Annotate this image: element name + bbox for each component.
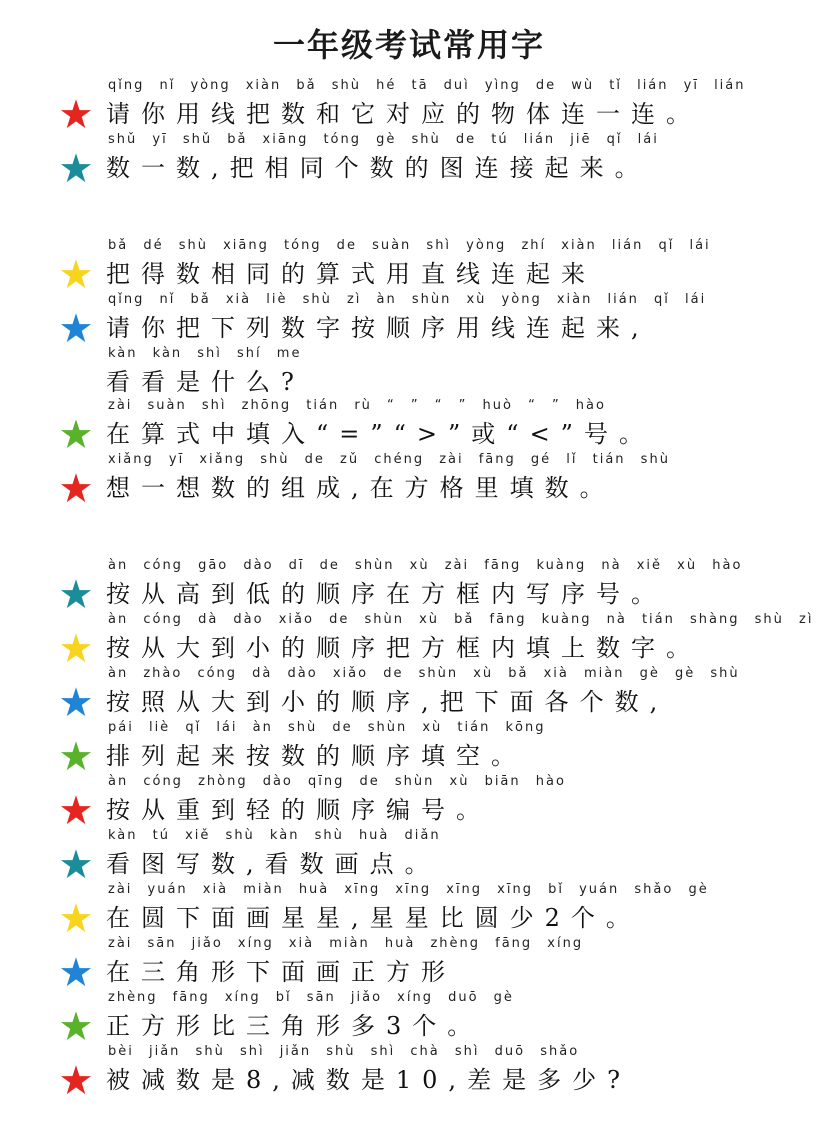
pinyin-line: bǎ dé shù xiāng tóng de suàn shì yòng zhí xiàn lián qǐ lái bbox=[108, 238, 711, 253]
pinyin-line: kàn tú xiě shù kàn shù huà diǎn bbox=[108, 828, 441, 843]
hanzi-line: 请你把下列数字按顺序用线连起来, bbox=[106, 314, 650, 342]
list-item bbox=[0, 554, 818, 608]
star-icon bbox=[60, 1010, 92, 1042]
hanzi-line: 看图写数,看数画点。 bbox=[106, 850, 440, 878]
star-icon bbox=[60, 632, 92, 664]
list-item bbox=[0, 986, 818, 1040]
list-item bbox=[0, 288, 818, 342]
hanzi-line: 被减数是8,减数是10,差是多少? bbox=[106, 1066, 631, 1094]
list-item bbox=[0, 824, 818, 878]
star-icon bbox=[60, 98, 92, 130]
list-item bbox=[0, 1040, 818, 1094]
pinyin-line: pái liè qǐ lái àn shù de shùn xù tián kōng bbox=[108, 720, 546, 735]
hanzi-line: 正方形比三角形多3个。 bbox=[106, 1012, 483, 1040]
pinyin-line: kàn kàn shì shí me bbox=[108, 346, 302, 361]
star-icon bbox=[60, 418, 92, 450]
list-item bbox=[0, 74, 818, 128]
hanzi-line: 按从大到小的顺序把方框内填上数字。 bbox=[106, 634, 701, 662]
list-item bbox=[0, 608, 818, 662]
hanzi-line: 按从重到轻的顺序编号。 bbox=[106, 796, 491, 824]
star-icon bbox=[60, 258, 92, 290]
pinyin-line: shǔ yī shǔ bǎ xiāng tóng gè shù de tú lián jiē qǐ lái bbox=[108, 132, 659, 147]
hanzi-line: 按照从大到小的顺序,把下面各个数, bbox=[106, 688, 669, 716]
hanzi-line: 在三角形下面画正方形 bbox=[106, 958, 456, 986]
star-icon bbox=[60, 848, 92, 880]
list-item bbox=[0, 234, 818, 288]
hanzi-line: 在算式中填入“=”“>”或“<”号。 bbox=[106, 420, 654, 448]
hanzi-line: 排列起来按数的顺序填空。 bbox=[106, 742, 526, 770]
hanzi-line: 数一数,把相同个数的图连接起来。 bbox=[106, 154, 650, 182]
list-item bbox=[0, 932, 818, 986]
star-icon bbox=[60, 312, 92, 344]
star-icon bbox=[60, 472, 92, 504]
pinyin-line: qǐng nǐ bǎ xià liè shù zì àn shùn xù yòng xiàn lián qǐ lái bbox=[108, 292, 707, 307]
pinyin-line: àn cóng zhòng dào qīng de shùn xù biān hào bbox=[108, 774, 566, 789]
star-icon bbox=[60, 1064, 92, 1096]
pinyin-line: xiǎng yī xiǎng shù de zǔ chéng zài fāng gé lǐ tián shù bbox=[108, 452, 670, 467]
list-item bbox=[0, 662, 818, 716]
pinyin-line: àn zhào cóng dà dào xiǎo de shùn xù bǎ xià miàn gè gè shù bbox=[108, 666, 740, 681]
star-icon bbox=[60, 152, 92, 184]
list-item bbox=[0, 448, 818, 502]
pinyin-line: zài yuán xià miàn huà xīng xīng xīng xīng bǐ yuán shǎo gè bbox=[108, 882, 709, 897]
star-icon bbox=[60, 578, 92, 610]
hanzi-line: 请你用线把数和它对应的物体连一连。 bbox=[106, 100, 701, 128]
hanzi-line: 在圆下面画星星,星星比圆少2个。 bbox=[106, 904, 641, 932]
list-item bbox=[0, 128, 818, 182]
pinyin-line: àn cóng gāo dào dī de shùn xù zài fāng kuàng nà xiě xù hào bbox=[108, 558, 743, 573]
pinyin-line: bèi jiǎn shù shì jiǎn shù shì chà shì duō shǎo bbox=[108, 1044, 580, 1059]
pinyin-line: zài suàn shì zhōng tián rù “ ” “ ” huò “ ” hào bbox=[108, 398, 606, 413]
hanzi-line: 想一想数的组成,在方格里填数。 bbox=[106, 474, 615, 502]
star-icon bbox=[60, 740, 92, 772]
list-item bbox=[0, 770, 818, 824]
pinyin-line: zài sān jiǎo xíng xià miàn huà zhèng fāng xíng bbox=[108, 936, 584, 951]
list-item bbox=[0, 394, 818, 448]
list-item bbox=[0, 716, 818, 770]
star-icon bbox=[60, 956, 92, 988]
hanzi-line: 按从高到低的顺序在方框内写序号。 bbox=[106, 580, 666, 608]
hanzi-line: 看看是什么? bbox=[106, 368, 305, 396]
pinyin-line: qǐng nǐ yòng xiàn bǎ shù hé tā duì yìng de wù tǐ lián yī lián bbox=[108, 78, 746, 93]
star-icon bbox=[60, 902, 92, 934]
list-item bbox=[0, 878, 818, 932]
pinyin-line: àn cóng dà dào xiǎo de shùn xù bǎ fāng kuàng nà tián shàng shù zì bbox=[108, 612, 814, 627]
list-item bbox=[0, 342, 818, 396]
page-title: 一年级考试常用字 bbox=[272, 26, 545, 64]
star-icon bbox=[60, 686, 92, 718]
hanzi-line: 把得数相同的算式用直线连起来 bbox=[106, 260, 596, 288]
pinyin-line: zhèng fāng xíng bǐ sān jiǎo xíng duō gè bbox=[108, 990, 514, 1005]
star-icon bbox=[60, 794, 92, 826]
